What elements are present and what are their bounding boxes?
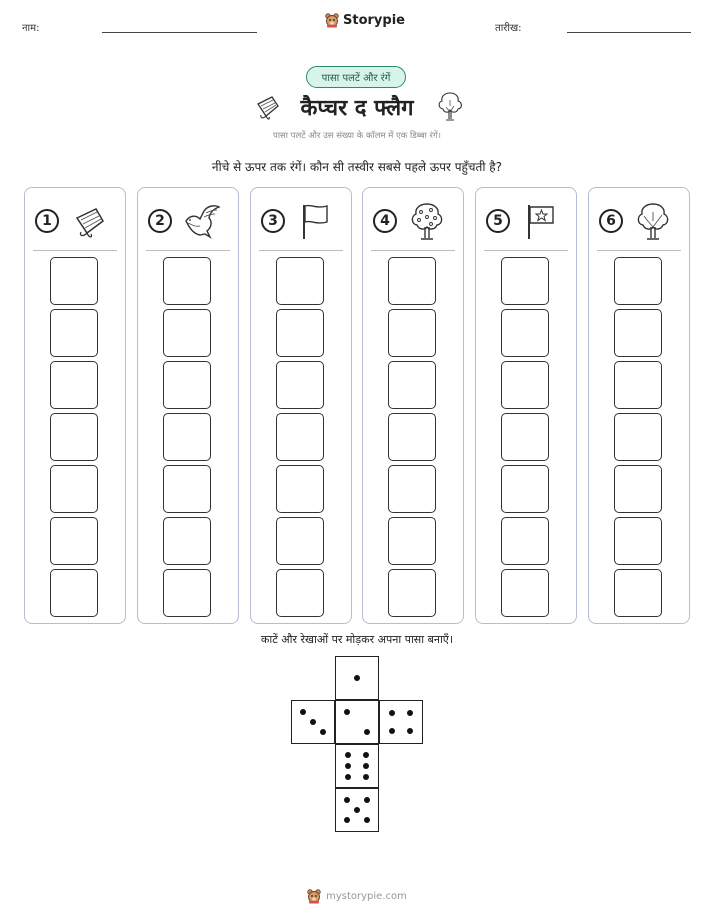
logo-text: Storypie: [343, 12, 405, 28]
activity-badge: पासा पलटें और रंगें: [306, 66, 406, 88]
color-box-6[interactable]: [388, 309, 436, 357]
column-6: [588, 187, 690, 624]
star-flag-icon: [520, 201, 560, 241]
die-pip: [300, 709, 306, 715]
color-box-2[interactable]: [388, 517, 436, 565]
die-pip: [363, 774, 369, 780]
die-pip: [354, 675, 360, 681]
page-title: कैप्चर द फ्लैग: [300, 96, 414, 121]
color-box-4[interactable]: [614, 413, 662, 461]
die-face-5: [335, 788, 379, 832]
column-divider: [146, 250, 230, 251]
color-box-3[interactable]: [276, 465, 324, 513]
color-box-5[interactable]: [501, 361, 549, 409]
die-pip: [345, 752, 351, 758]
color-box-5[interactable]: [388, 361, 436, 409]
column-divider: [597, 250, 681, 251]
die-pip: [344, 797, 350, 803]
name-line[interactable]: [102, 32, 257, 33]
bandana-icon: [69, 201, 109, 241]
die-pip: [354, 807, 360, 813]
color-box-3[interactable]: [50, 465, 98, 513]
die-pip: [320, 729, 326, 735]
column-1: [24, 187, 126, 624]
instruction-text: नीचे से ऊपर तक रंगें। कौन सी तस्वीर सबसे पहले ऊपर पहुँचती है?: [211, 160, 503, 174]
color-box-7[interactable]: [163, 257, 211, 305]
die-pip: [345, 774, 351, 780]
bear-logo-icon: [307, 888, 321, 904]
die-face-6: [335, 744, 379, 788]
die-pip: [363, 752, 369, 758]
date-label: तारीख:: [495, 23, 522, 34]
color-box-5[interactable]: [276, 361, 324, 409]
die-face-3: [291, 700, 335, 744]
column-number: 5: [486, 209, 510, 233]
page-subtitle: पासा पलटें और उस संख्या के कॉलम में एक डिब्बा रंगें।: [273, 131, 441, 141]
color-box-1[interactable]: [163, 569, 211, 617]
color-box-2[interactable]: [50, 517, 98, 565]
column-number: 2: [148, 209, 172, 233]
die-pip: [407, 728, 413, 734]
dove-icon: [182, 201, 222, 241]
die-pip: [364, 817, 370, 823]
color-box-7[interactable]: [276, 257, 324, 305]
color-box-6[interactable]: [163, 309, 211, 357]
date-line[interactable]: [567, 32, 691, 33]
column-header: [363, 198, 463, 244]
column-number: 6: [599, 209, 623, 233]
color-box-7[interactable]: [388, 257, 436, 305]
color-box-7[interactable]: [614, 257, 662, 305]
die-pip: [345, 763, 351, 769]
column-number: 3: [261, 209, 285, 233]
cut-instruction: काटें और रेखाओं पर मोड़कर अपना पासा बनाएँ।: [260, 633, 454, 646]
color-box-7[interactable]: [50, 257, 98, 305]
column-divider: [371, 250, 455, 251]
color-box-6[interactable]: [614, 309, 662, 357]
column-header: [589, 198, 689, 244]
color-box-1[interactable]: [276, 569, 324, 617]
column-divider: [259, 250, 343, 251]
color-box-7[interactable]: [501, 257, 549, 305]
color-box-1[interactable]: [388, 569, 436, 617]
column-2: [137, 187, 239, 624]
die-pip: [310, 719, 316, 725]
footer: [0, 888, 714, 904]
column-header: [476, 198, 576, 244]
color-box-4[interactable]: [163, 413, 211, 461]
footer-url[interactable]: mystorypie.com: [326, 890, 407, 902]
column-header: [251, 198, 351, 244]
name-label: नाम:: [22, 23, 40, 34]
column-number: 1: [35, 209, 59, 233]
fruit-tree-icon: [407, 201, 447, 241]
column-5: [475, 187, 577, 624]
color-box-6[interactable]: [501, 309, 549, 357]
color-box-3[interactable]: [388, 465, 436, 513]
column-4: [362, 187, 464, 624]
color-box-4[interactable]: [501, 413, 549, 461]
column-divider: [484, 250, 568, 251]
die-pip: [389, 728, 395, 734]
die-face-4: [379, 700, 423, 744]
color-box-1[interactable]: [614, 569, 662, 617]
storypie-logo: [325, 12, 405, 28]
color-box-4[interactable]: [50, 413, 98, 461]
column-number: 4: [373, 209, 397, 233]
color-box-2[interactable]: [614, 517, 662, 565]
die-pip: [344, 817, 350, 823]
column-divider: [33, 250, 117, 251]
color-box-6[interactable]: [50, 309, 98, 357]
color-box-6[interactable]: [276, 309, 324, 357]
tree-icon: [633, 201, 673, 241]
color-box-2[interactable]: [276, 517, 324, 565]
color-box-1[interactable]: [501, 569, 549, 617]
bear-logo-icon: [325, 12, 339, 28]
color-box-2[interactable]: [501, 517, 549, 565]
color-box-5[interactable]: [50, 361, 98, 409]
color-box-4[interactable]: [388, 413, 436, 461]
die-pip: [363, 763, 369, 769]
color-box-4[interactable]: [276, 413, 324, 461]
color-box-5[interactable]: [614, 361, 662, 409]
die-face-1: [335, 656, 379, 700]
die-pip: [407, 710, 413, 716]
column-3: [250, 187, 352, 624]
die-pip: [389, 710, 395, 716]
color-box-3[interactable]: [614, 465, 662, 513]
die-pip: [364, 729, 370, 735]
tree-title-icon: [436, 90, 464, 122]
color-box-5[interactable]: [163, 361, 211, 409]
die-pip: [344, 709, 350, 715]
color-box-3[interactable]: [163, 465, 211, 513]
column-header: [25, 198, 125, 244]
die-face-2: [335, 700, 379, 744]
flag-icon: [295, 201, 335, 241]
color-box-3[interactable]: [501, 465, 549, 513]
color-box-1[interactable]: [50, 569, 98, 617]
color-box-2[interactable]: [163, 517, 211, 565]
column-header: [138, 198, 238, 244]
die-pip: [364, 797, 370, 803]
